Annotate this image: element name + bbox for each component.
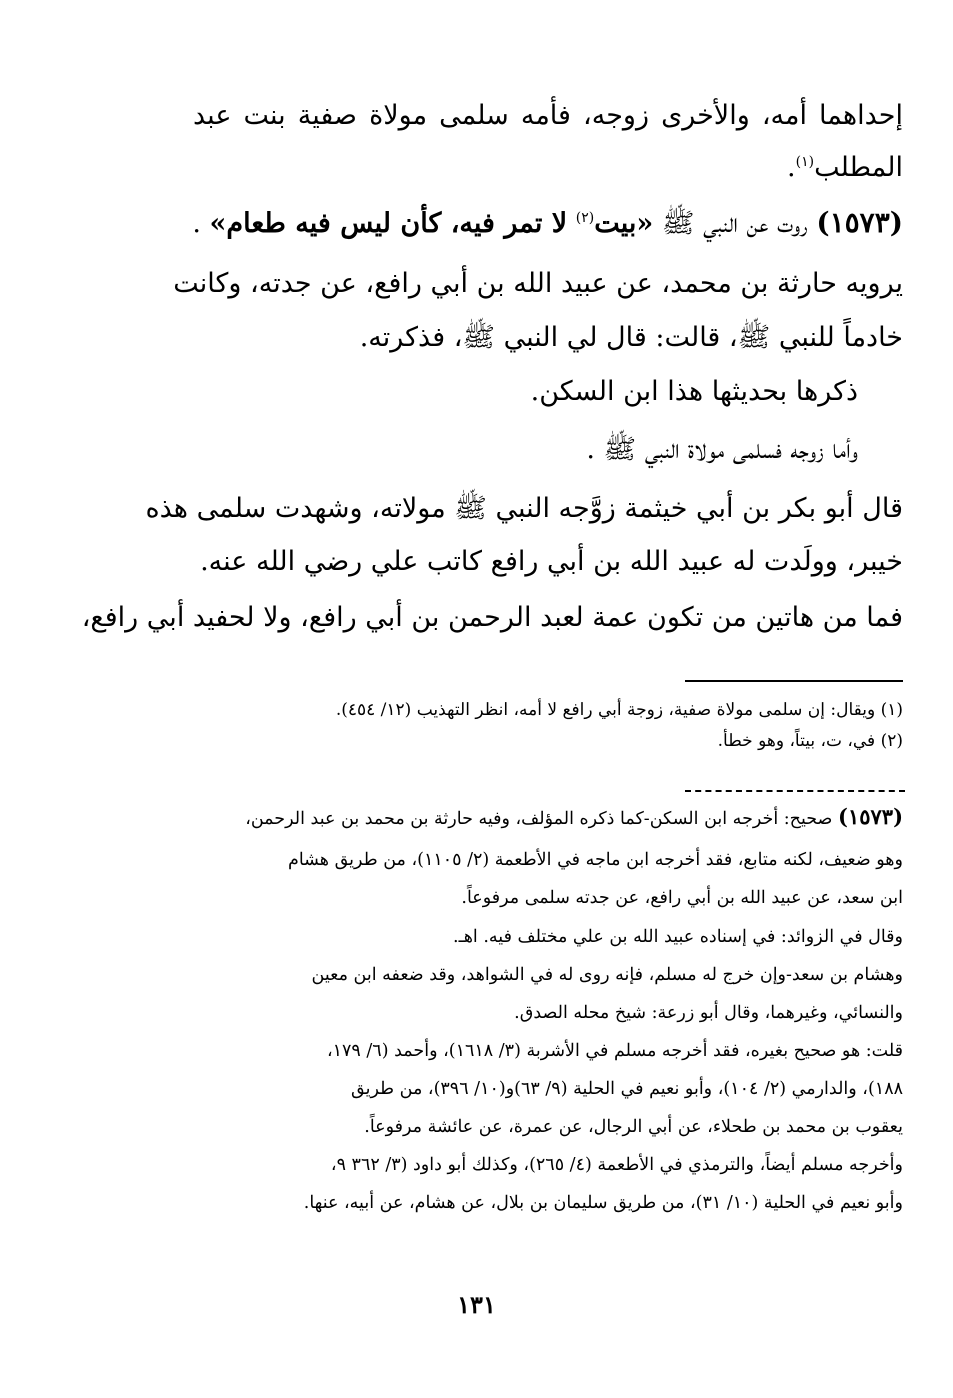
takhrij-text: ١٨٨)، والدارمي (٢/ ١٠٤)، وأبو نعيم في الحلية (٩/ ٦٣)و(١٠/ ٣٩٦)، من طريق bbox=[351, 1079, 903, 1099]
takhrij-line-4 bbox=[238, 922, 903, 952]
main-line-7-text: وأما زوجه فسلمى مولاة النبي ﷺ . bbox=[586, 434, 858, 465]
page-number: ١٣١ bbox=[457, 1290, 496, 1319]
main-line-4-text: يرويه حارثة بن محمد، عن عبيد الله بن أبي رافع، عن جدته، وكانت bbox=[173, 268, 903, 299]
main-line-7 bbox=[178, 430, 858, 470]
takhrij-text: وأخرجه مسلم أيضاً، والترمذي في الأطعمة (٤/ ٢٦٥)، وكذلك أبو داود (٣/ ٣٦٢ ٩، bbox=[330, 1155, 903, 1175]
takhrij-line-1 bbox=[193, 802, 903, 834]
main-line-9-text: خيبر، وولَدت له عبيد الله بن أبي رافع كاتب علي رضي الله عنه. bbox=[200, 546, 903, 577]
footnote-separator bbox=[685, 680, 903, 682]
footnote-ref-1[interactable]: (١) bbox=[795, 154, 815, 170]
takhrij-text: يعقوب بن محمد بن طحلاء، عن أبي الرجال، عن عمرة، عن عائشة مرفوعاً. bbox=[364, 1117, 903, 1137]
main-line-9 bbox=[183, 542, 903, 582]
takhrij-number: (١٥٧٣) bbox=[838, 804, 903, 829]
takhrij-text: وهو ضعيف، لكنه متابع، فقد أخرجه ابن ماجه في الأطعمة (٢/ ١١٠٥)، من طريق هشام bbox=[288, 850, 903, 870]
takhrij-line-6 bbox=[238, 998, 903, 1028]
main-line-1-text: إحداهما أمه، والأخرى زوجه، فأمه سلمى مولاة صفية بنت عبد bbox=[193, 100, 903, 131]
takhrij-line-7 bbox=[238, 1036, 903, 1066]
footnote-2-text: (٢) في، ت، بيتاً، وهو خطأ. bbox=[717, 731, 903, 751]
hadith-quote-end: لا تمر فيه، كأن ليس فيه طعام» bbox=[209, 208, 568, 239]
footnote-ref-2[interactable]: (٢) bbox=[575, 210, 595, 226]
hadith-number: (١٥٧٣) bbox=[816, 206, 903, 239]
takhrij-text: قلت: هو صحيح بغيره، فقد أخرجه مسلم في الأشربة (٣/ ١٦١٨)، وأحمد (٦/ ١٧٩، bbox=[326, 1041, 903, 1061]
footnote-1-text: (١) ويقال: إن سلمى مولاة صفية، زوجة أبي رافع لا أمه، انظر التهذيب (١٢/ ٤٥٤). bbox=[335, 700, 903, 720]
takhrij-line-9 bbox=[238, 1112, 903, 1142]
takhrij-line-8 bbox=[238, 1074, 903, 1104]
takhrij-separator bbox=[685, 790, 905, 792]
hadith-quote-start: «بيت bbox=[594, 208, 654, 239]
main-line-10-text: فما من هاتين من تكون عمة لعبد الرحمن بن أبي رافع، ولا لحفيد أبي رافع، bbox=[81, 602, 903, 633]
main-line-2 bbox=[183, 142, 903, 188]
main-line-2-end: . bbox=[787, 152, 796, 183]
main-line-10 bbox=[81, 598, 903, 638]
takhrij-line-11 bbox=[238, 1188, 903, 1218]
hadith-heading bbox=[183, 198, 903, 244]
takhrij-line-3 bbox=[238, 883, 903, 913]
main-line-1 bbox=[193, 96, 903, 136]
main-line-8-text: قال أبو بكر بن أبي خيثمة زوَّجه النبي ﷺ مولاته، وشهدت سلمى هذه bbox=[145, 493, 903, 524]
main-line-8 bbox=[145, 489, 903, 529]
main-line-4 bbox=[173, 264, 903, 304]
takhrij-text: وهشام بن سعد-وإن خرج له مسلم، فإنه روى له في الشواهد، وقد ضعفه ابن معين bbox=[311, 965, 903, 985]
main-line-6-text: ذكرها بحديثها هذا ابن السكن. bbox=[530, 376, 858, 407]
takhrij-line-5 bbox=[238, 960, 903, 990]
takhrij-text: ابن سعد، عن عبيد الله بن أبي رافع، عن جدته سلمى مرفوعاً. bbox=[461, 888, 903, 908]
footnote-1 bbox=[183, 696, 903, 724]
takhrij-line-10 bbox=[238, 1150, 903, 1180]
hadith-intro: روت عن النبي ﷺ bbox=[661, 208, 808, 239]
takhrij-line-2 bbox=[238, 845, 903, 875]
main-line-5 bbox=[183, 318, 903, 358]
main-line-2-text: المطلب bbox=[814, 152, 903, 183]
main-line-6 bbox=[178, 372, 858, 412]
main-line-5-text: خادماً للنبي ﷺ، قالت: قال لي النبي ﷺ، فذكرته. bbox=[359, 322, 903, 353]
takhrij-first-text: صحيح: أخرجه ابن السكن-كما ذكره المؤلف، وفيه حارثة بن محمد بن عبد الرحمن، bbox=[245, 809, 833, 829]
takhrij-text: وقال في الزوائد: في إسناده عبيد الله بن علي مختلف فيه. اهـ. bbox=[453, 927, 903, 947]
takhrij-text: وأبو نعيم في الحلية (١٠/ ٣١)، من طريق سليمان بن بلال، عن هشام، عن أبيه، عنها. bbox=[303, 1193, 903, 1213]
hadith-heading-end: . bbox=[192, 208, 201, 239]
takhrij-text: والنسائي، وغيرهما، وقال أبو زرعة: شيخ محله الصدق. bbox=[514, 1003, 903, 1023]
footnote-2 bbox=[183, 727, 903, 755]
